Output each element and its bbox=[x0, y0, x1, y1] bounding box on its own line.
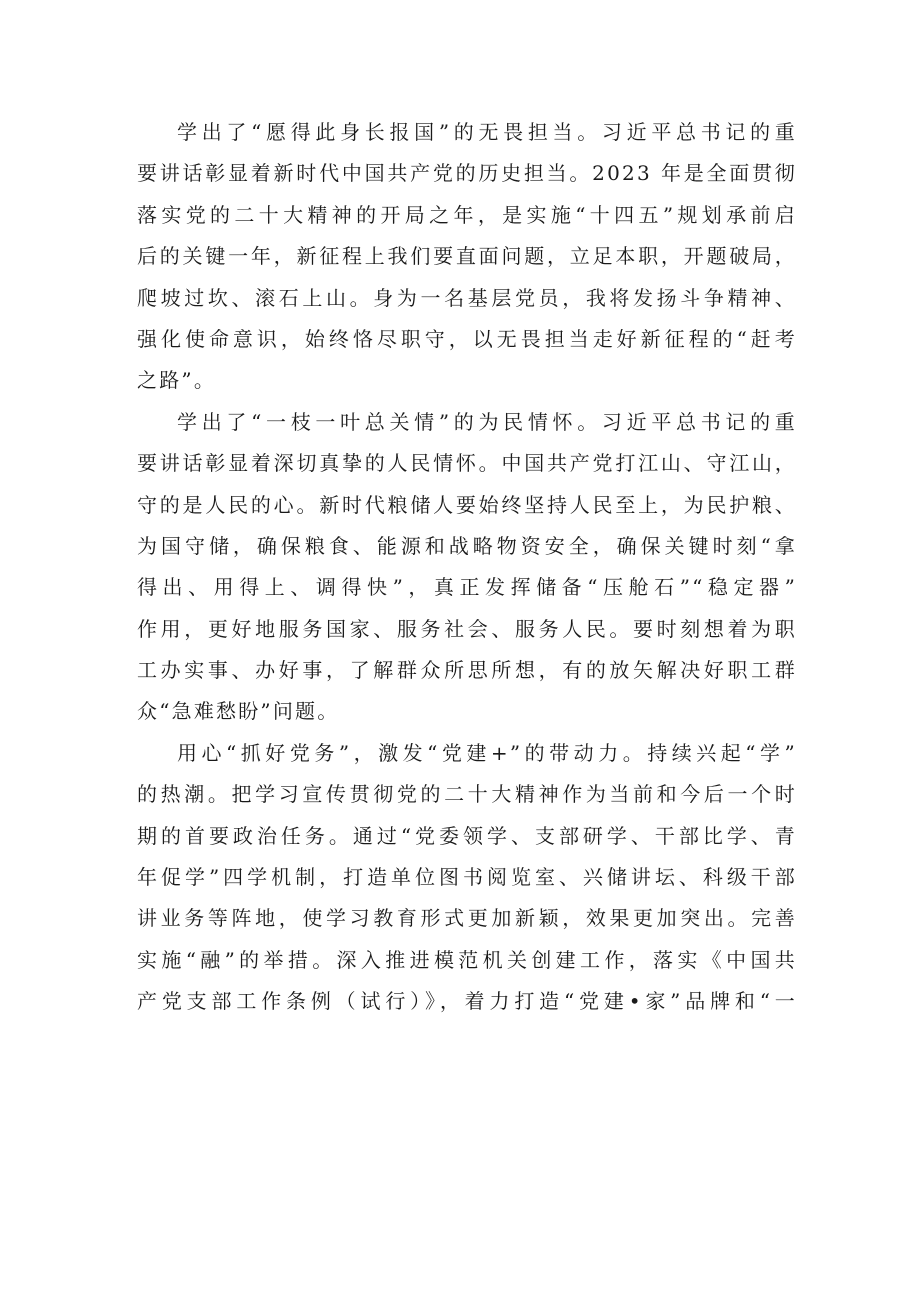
text-line: 众“急难愁盼”问题。 bbox=[137, 699, 340, 724]
text-line: 为国守储，确保粮食、能源和战略物资安全，确保关键时刻“拿 bbox=[137, 533, 797, 558]
text-line: 要讲话彰显着新时代中国共产党的历史担当。2023 年是全面贯彻 bbox=[137, 161, 797, 186]
text-line: 强化使命意识，始终恪尽职守，以无畏担当走好新征程的“赶考 bbox=[137, 326, 797, 351]
text-line: 爬坡过坎、滚石上山。身为一名基层党员，我将发扬斗争精神、 bbox=[137, 285, 797, 310]
text-line: 作用，更好地服务国家、服务社会、服务人民。要时刻想着为职 bbox=[137, 616, 797, 641]
document-body bbox=[137, 112, 797, 1023]
text-line: 落实党的二十大精神的开局之年，是实施“十四五”规划承前启 bbox=[137, 202, 797, 227]
text-line: 后的关键一年，新征程上我们要直面问题，立足本职，开题破局， bbox=[137, 244, 797, 269]
text-line: 工办实事、办好事，了解群众所思所想，有的放矢解决好职工群 bbox=[137, 658, 797, 683]
text-line: 得出、用得上、调得快”，真正发挥储备“压舱石”“稳定器” bbox=[137, 575, 797, 600]
text-line: 要讲话彰显着深切真挚的人民情怀。中国共产党打江山、守江山， bbox=[137, 451, 797, 476]
text-line: 学出了“一枝一叶总关情”的为民情怀。习近平总书记的重 bbox=[177, 409, 797, 434]
paragraph-2 bbox=[137, 402, 797, 733]
text-line: 用心“抓好党务”，激发“党建+”的带动力。持续兴起“学” bbox=[177, 740, 797, 765]
text-line: 讲业务等阵地，使学习教育形式更加新颖，效果更加突出。完善 bbox=[137, 906, 797, 931]
text-line: 之路”。 bbox=[137, 368, 217, 393]
text-line: 的热潮。把学习宣传贯彻党的二十大精神作为当前和今后一个时 bbox=[137, 782, 797, 807]
text-line: 守的是人民的心。新时代粮储人要始终坚持人民至上，为民护粮、 bbox=[137, 492, 797, 517]
paragraph-3 bbox=[137, 733, 797, 1023]
text-line: 实施“融”的举措。深入推进模范机关创建工作，落实《中国共 bbox=[137, 947, 797, 972]
text-line: 期的首要政治任务。通过“党委领学、支部研学、干部比学、青 bbox=[137, 823, 797, 848]
text-line: 学出了“愿得此身长报国”的无畏担当。习近平总书记的重 bbox=[177, 120, 797, 144]
text-line: 产党支部工作条例（试行）》，着力打造“党建•家”品牌和“一 bbox=[137, 989, 797, 1014]
text-line: 年促学”四学机制，打造单位图书阅览室、兴储讲坛、科级干部 bbox=[137, 865, 797, 890]
paragraph-1 bbox=[137, 112, 797, 402]
